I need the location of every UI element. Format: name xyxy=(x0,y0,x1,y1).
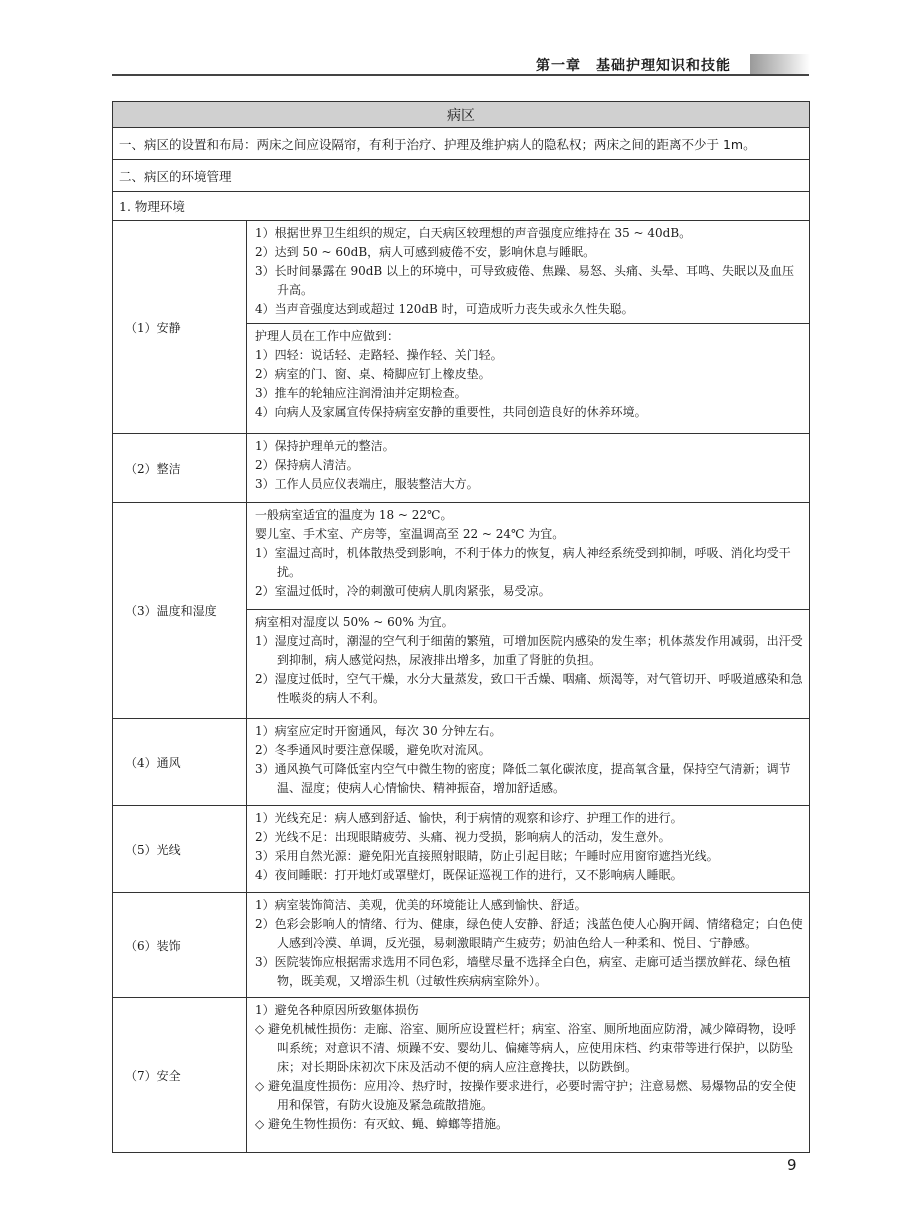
row-label-temp-humidity: （3）温度和湿度 xyxy=(113,503,247,719)
list-item: 2）光线不足：出现眼睛疲劳、头痛、视力受损，影响病人的活动，发生意外。 xyxy=(255,830,671,844)
list-item: 3）通风换气可降低室内空气中微生物的密度；降低二氧化碳浓度，提高氧含量，保持空气清新；调节温、湿度；使病人心情愉快、精神振奋，增加舒适感。 xyxy=(255,762,791,795)
list-item: 4）向病人及家属宣传保持病室安静的重要性，共同创造良好的休养环境。 xyxy=(255,405,647,419)
list-item: 2）病室的门、窗、桌、椅脚应钉上橡皮垫。 xyxy=(255,367,491,381)
list-heading: 婴儿室、手术室、产房等，室温调高至 22 ~ 24℃ 为宜。 xyxy=(255,527,565,541)
row-label-ventilation: （4）通风 xyxy=(113,719,247,806)
list-item: 4）当声音强度达到或超过 120dB 时，可造成听力丧失或永久性失聪。 xyxy=(255,302,634,316)
list-item: 3）采用自然光源：避免阳光直接照射眼睛，防止引起目眩；午睡时应用窗帘遮挡光线。 xyxy=(255,849,719,863)
list-heading: 护理人员在工作中应做到： xyxy=(255,329,400,343)
row-label-light: （5）光线 xyxy=(113,806,247,893)
list-item: 1）保持护理单元的整洁。 xyxy=(255,439,395,453)
ventilation-content xyxy=(247,719,810,806)
row-label-quiet: （1）安静 xyxy=(113,221,247,434)
ward-table xyxy=(112,101,810,1153)
list-item: ◇ 避免机械性损伤：走廊、浴室、厕所应设置栏杆；病室、浴室、厕所地面应防滑，减少障碍物，设呼叫系统；对意识不清、烦躁不安、婴幼儿、偏瘫等病人，应使用床档、约束带等进行保护，以防坠床；对长期卧床初次下床及活动不便的病人应注意搀扶，以防跌倒。 xyxy=(255,1022,797,1074)
list-item: 4）夜间睡眠：打开地灯或罩壁灯，既保证巡视工作的进行，又不影响病人睡眠。 xyxy=(255,868,683,882)
clean-content xyxy=(247,434,810,503)
list-item: 1）病室应定时开窗通风，每次 30 分钟左右。 xyxy=(255,724,502,738)
list-item: 2）室温过低时，冷的刺激可使病人肌肉紧张，易受凉。 xyxy=(255,584,551,598)
header-tab-decoration xyxy=(750,54,810,75)
temperature-content xyxy=(247,503,810,610)
list-item: 1）室温过高时，机体散热受到影响，不利于体力的恢复，病人神经系统受到抑制，呼吸、消化均受干扰。 xyxy=(255,546,791,579)
list-item: 2）冬季通风时要注意保暖，避免吹对流风。 xyxy=(255,743,491,757)
list-item: 2）色彩会影响人的情绪、行为、健康，绿色使人安静、舒适；浅蓝色使人心胸开阔、情绪稳定；白色使人感到冷漠、单调，反光强，易刺激眼睛产生疲劳；奶油色给人一种柔和、悦目、宁静感。 xyxy=(255,917,803,950)
list-item: 1）四轻：说话轻、走路轻、操作轻、关门轻。 xyxy=(255,348,503,362)
row-label-clean: （2）整洁 xyxy=(113,434,247,503)
subsection-heading: 1. 物理环境 xyxy=(113,192,810,221)
list-item: ◇ 避免温度性损伤：应用冷、热疗时，按操作要求进行，必要时需守护；注意易燃、易爆物品的安全使用和保管，有防火设施及紧急疏散措施。 xyxy=(255,1079,797,1112)
list-heading: 病室相对湿度以 50% ~ 60% 为宜。 xyxy=(255,615,454,629)
list-item: 2）达到 50 ~ 60dB，病人可感到疲倦不安，影响休息与睡眠。 xyxy=(255,245,596,259)
safety-content xyxy=(247,998,810,1153)
list-item: ◇ 避免生物性损伤：有灭蚊、蝇、蟑螂等措施。 xyxy=(255,1117,509,1131)
list-item: 2）保持病人清洁。 xyxy=(255,458,359,472)
list-item: 1）光线充足：病人感到舒适、愉快，利于病情的观察和诊疗、护理工作的进行。 xyxy=(255,811,683,825)
chapter-title: 第一章 基础护理知识和技能 xyxy=(536,58,731,74)
list-item: 3）推车的轮轴应注润滑油并定期检查。 xyxy=(255,386,467,400)
page-number: 9 xyxy=(787,1156,797,1174)
list-item: 3）医院装饰应根据需求选用不同色彩，墙壁尽量不选择全白色，病室、走廊可适当摆放鲜花、绿色植物，既美观，又增添生机（过敏性疾病病室除外）。 xyxy=(255,955,791,988)
quiet-noise-levels xyxy=(247,221,810,324)
table-intro: 一、病区的设置和布局：两床之间应设隔帘，有利于治疗、护理及维护病人的隐私权；两床之间的距离不少于 1m。 xyxy=(113,128,810,160)
table-title: 病区 xyxy=(113,102,810,128)
section-heading: 二、病区的环境管理 xyxy=(113,160,810,192)
list-item: 1）病室装饰简洁、美观，优美的环境能让人感到愉快、舒适。 xyxy=(255,898,587,912)
header-rule xyxy=(112,74,809,76)
row-label-safety: （7）安全 xyxy=(113,998,247,1153)
decoration-content xyxy=(247,893,810,998)
list-heading: 一般病室适宜的温度为 18 ~ 22℃。 xyxy=(255,508,453,522)
row-label-decoration: （6）装饰 xyxy=(113,893,247,998)
list-item: 1）避免各种原因所致躯体损伤 xyxy=(255,1003,419,1017)
list-item: 1）湿度过高时，潮湿的空气利于细菌的繁殖，可增加医院内感染的发生率；机体蒸发作用减弱，出汗受到抑制，病人感觉闷热，尿液排出增多，加重了肾脏的负担。 xyxy=(255,634,803,667)
list-item: 1）根据世界卫生组织的规定，白天病区较理想的声音强度应维持在 35 ~ 40dB。 xyxy=(255,226,692,240)
humidity-content xyxy=(247,610,810,719)
quiet-nurse-practice xyxy=(247,324,810,434)
list-item: 3）工作人员应仪表端庄，服装整洁大方。 xyxy=(255,477,479,491)
list-item: 3）长时间暴露在 90dB 以上的环境中，可导致疲倦、焦躁、易怒、头痛、头晕、耳鸣、失眠以及血压升高。 xyxy=(255,264,795,297)
list-item: 2）湿度过低时，空气干燥，水分大量蒸发，致口干舌燥、咽痛、烦渴等，对气管切开、呼吸道感染和急性喉炎的病人不利。 xyxy=(255,672,803,705)
light-content xyxy=(247,806,810,893)
